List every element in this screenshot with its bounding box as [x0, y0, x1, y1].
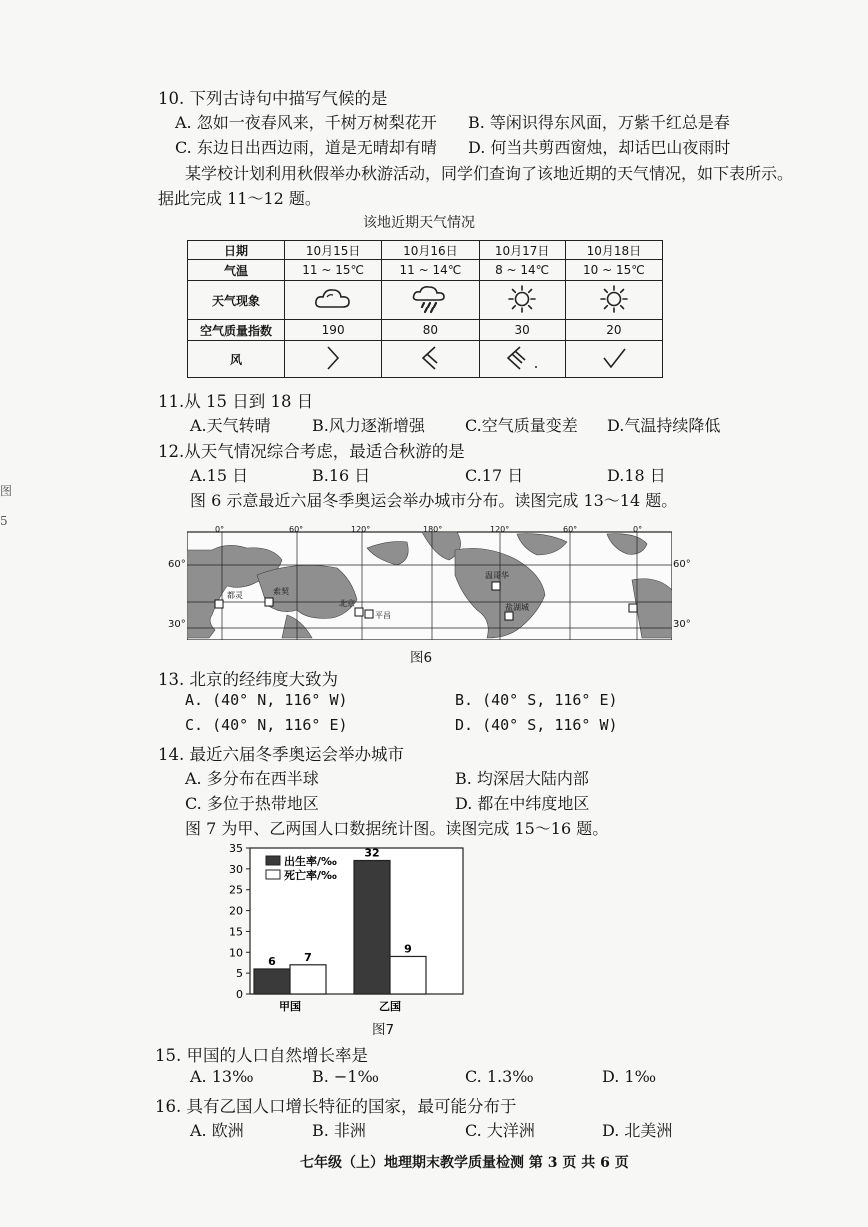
bar [354, 861, 390, 994]
q16-option-b[interactable]: B. 非洲 [312, 1121, 366, 1140]
bar [254, 969, 290, 994]
y-tick-label: 0 [236, 988, 243, 1001]
weather-cell [565, 281, 662, 320]
lon-label: 60° [289, 525, 304, 534]
q13-option-c[interactable]: C. (40° N, 116° E) [185, 716, 348, 734]
chart-caption: 图7 [372, 1022, 395, 1038]
q12-option-d[interactable]: D.18 日 [607, 466, 666, 485]
intro-15-16: 图 7 为甲、乙两国人口数据统计图。读图完成 15～16 题。 [185, 819, 609, 838]
lon-label: 0° [215, 525, 225, 534]
q15-option-a[interactable]: A. 13‰ [190, 1067, 254, 1086]
q10-option-c[interactable]: C. 东边日出西边雨，道是无晴却有晴 [175, 138, 437, 157]
intro-11-12-line1: 某学校计划利用秋假举办秋游活动，同学们查询了该地近期的天气情况，如下表所示。 [185, 164, 794, 183]
aqi-cell: 20 [565, 320, 662, 341]
date-cell: 10月15日 [285, 241, 382, 260]
q14-option-b[interactable]: B. 均深居大陆内部 [455, 769, 589, 788]
city-label: 温哥华 [485, 571, 509, 580]
row-label-aqi: 空气质量指数 [188, 320, 285, 341]
edge-char: 5 [0, 514, 8, 528]
date-cell: 10月17日 [479, 241, 565, 260]
table-caption: 该地近期天气情况 [363, 215, 475, 231]
city-label: 索契 [273, 587, 289, 596]
bar [390, 956, 426, 994]
data-label: 7 [304, 950, 312, 964]
lon-label: 0° [633, 525, 643, 534]
x-tick-label: 乙国 [379, 1000, 401, 1013]
q11-option-a[interactable]: A.天气转晴 [190, 416, 271, 435]
wind-barb-2-icon [415, 343, 445, 373]
legend-label: 出生率/‰ [284, 855, 337, 868]
q10-option-a[interactable]: A. 忽如一夜春风来，千树万树梨花开 [175, 113, 437, 132]
city-label: 都灵 [227, 591, 243, 600]
intro-13-14: 图 6 示意最近六届冬季奥运会举办城市分布。读图完成 13～14 题。 [190, 491, 678, 510]
world-map-figure [187, 520, 672, 640]
intro-11-12-line2: 据此完成 11～12 题。 [158, 189, 321, 208]
aqi-cell: 30 [479, 320, 565, 341]
q15-option-b[interactable]: B. −1‰ [312, 1067, 379, 1086]
wind-cell [382, 341, 479, 378]
date-cell: 10月16日 [382, 241, 479, 260]
wind-barb-3-icon [502, 343, 542, 373]
wind-cell [479, 341, 565, 378]
weather-cell [382, 281, 479, 320]
edge-char: 图 [0, 484, 13, 498]
map-lat-right-30: 30° [673, 619, 691, 630]
q14-option-d[interactable]: D. 都在中纬度地区 [455, 794, 590, 813]
y-tick-label: 35 [229, 842, 243, 855]
legend-swatch [266, 870, 280, 879]
temp-cell: 11 ~ 15℃ [285, 260, 382, 281]
y-tick-label: 25 [229, 883, 243, 897]
question-13-stem: 13. 北京的经纬度大致为 [158, 670, 338, 689]
q16-option-d[interactable]: D. 北美洲 [602, 1121, 673, 1140]
aqi-cell: 80 [382, 320, 479, 341]
weather-table [187, 240, 663, 378]
q16-option-c[interactable]: C. 大洋洲 [465, 1121, 535, 1140]
aqi-cell: 190 [285, 320, 382, 341]
q15-option-c[interactable]: C. 1.3‰ [465, 1067, 534, 1086]
q13-option-d[interactable]: D. (40° S, 116° W) [455, 716, 618, 734]
question-10-stem: 10. 下列古诗句中描写气候的是 [158, 89, 388, 108]
row-label-temp: 气温 [188, 260, 285, 281]
row-label-wind: 风 [188, 341, 285, 378]
wind-barb-1-icon [318, 343, 348, 373]
y-tick-label: 10 [229, 946, 243, 960]
lon-label: 120° [490, 525, 510, 534]
q12-option-b[interactable]: B.16 日 [312, 466, 371, 485]
city-label: 北京 [339, 599, 355, 608]
q14-option-a[interactable]: A. 多分布在西半球 [185, 769, 319, 788]
q10-option-d[interactable]: D. 何当共剪西窗烛，却话巴山夜雨时 [468, 138, 731, 157]
q11-option-c[interactable]: C.空气质量变差 [465, 416, 578, 435]
data-label: 9 [404, 942, 412, 956]
temp-cell: 10 ~ 15℃ [565, 260, 662, 281]
q13-option-b[interactable]: B. (40° S, 116° E) [455, 691, 618, 709]
data-label: 6 [268, 954, 276, 968]
lon-label: 60° [563, 525, 578, 534]
y-tick-label: 5 [236, 967, 243, 981]
page-footer: 七年级（上）地理期末教学质量检测 第 3 页 共 6 页 [300, 1155, 629, 1171]
wind-cell [285, 341, 382, 378]
question-15-stem: 15. 甲国的人口自然增长率是 [155, 1046, 368, 1065]
q15-option-d[interactable]: D. 1‰ [602, 1067, 657, 1086]
x-tick-label: 甲国 [279, 1000, 301, 1013]
q11-option-d[interactable]: D.气温持续降低 [607, 416, 721, 435]
question-11-stem: 11.从 15 日到 18 日 [158, 392, 314, 411]
city-label: 盐湖城 [505, 603, 529, 612]
wind-cell [565, 341, 662, 378]
city-label: 平昌 [375, 611, 391, 620]
data-label: 32 [364, 846, 380, 860]
q11-option-b[interactable]: B.风力逐渐增强 [312, 416, 425, 435]
temp-cell: 8 ~ 14℃ [479, 260, 565, 281]
y-tick-label: 30 [229, 862, 243, 876]
weather-cell [479, 281, 565, 320]
y-tick-label: 20 [229, 904, 243, 918]
map-caption: 图6 [410, 650, 433, 666]
q16-option-a[interactable]: A. 欧洲 [190, 1121, 244, 1140]
question-12-stem: 12.从天气情况综合考虑，最适合秋游的是 [158, 442, 465, 461]
q12-option-a[interactable]: A.15 日 [190, 466, 249, 485]
sun-icon [507, 284, 537, 314]
y-tick-label: 15 [229, 925, 243, 939]
calm-check-icon [599, 343, 629, 373]
sun-icon [599, 284, 629, 314]
legend-label: 死亡率/‰ [284, 869, 337, 882]
map-lat-right-60: 60° [673, 559, 691, 570]
cloudy-icon [313, 285, 353, 313]
q13-option-a[interactable]: A. (40° N, 116° W) [185, 691, 348, 709]
q10-option-b[interactable]: B. 等闲识得东风面，万紫千红总是春 [468, 113, 730, 132]
map-lat-left-30: 30° [168, 619, 186, 630]
weather-cell [285, 281, 382, 320]
chart-svg [220, 838, 470, 1018]
legend-swatch [266, 856, 280, 865]
population-bar-chart [220, 838, 470, 1018]
bar [290, 965, 326, 994]
map-lat-left-60: 60° [168, 559, 186, 570]
date-cell: 10月18日 [565, 241, 662, 260]
row-label-date: 日期 [188, 241, 285, 260]
world-map [187, 520, 672, 640]
q14-option-c[interactable]: C. 多位于热带地区 [185, 794, 319, 813]
question-14-stem: 14. 最近六届冬季奥运会举办城市 [158, 745, 404, 764]
row-label-weather: 天气现象 [188, 281, 285, 320]
lon-label: 120° [351, 525, 371, 534]
question-16-stem: 16. 具有乙国人口增长特征的国家，最可能分布于 [155, 1097, 517, 1116]
lon-label: 180° [423, 525, 443, 534]
rain-icon [410, 284, 450, 314]
temp-cell: 11 ~ 14℃ [382, 260, 479, 281]
q12-option-c[interactable]: C.17 日 [465, 466, 524, 485]
